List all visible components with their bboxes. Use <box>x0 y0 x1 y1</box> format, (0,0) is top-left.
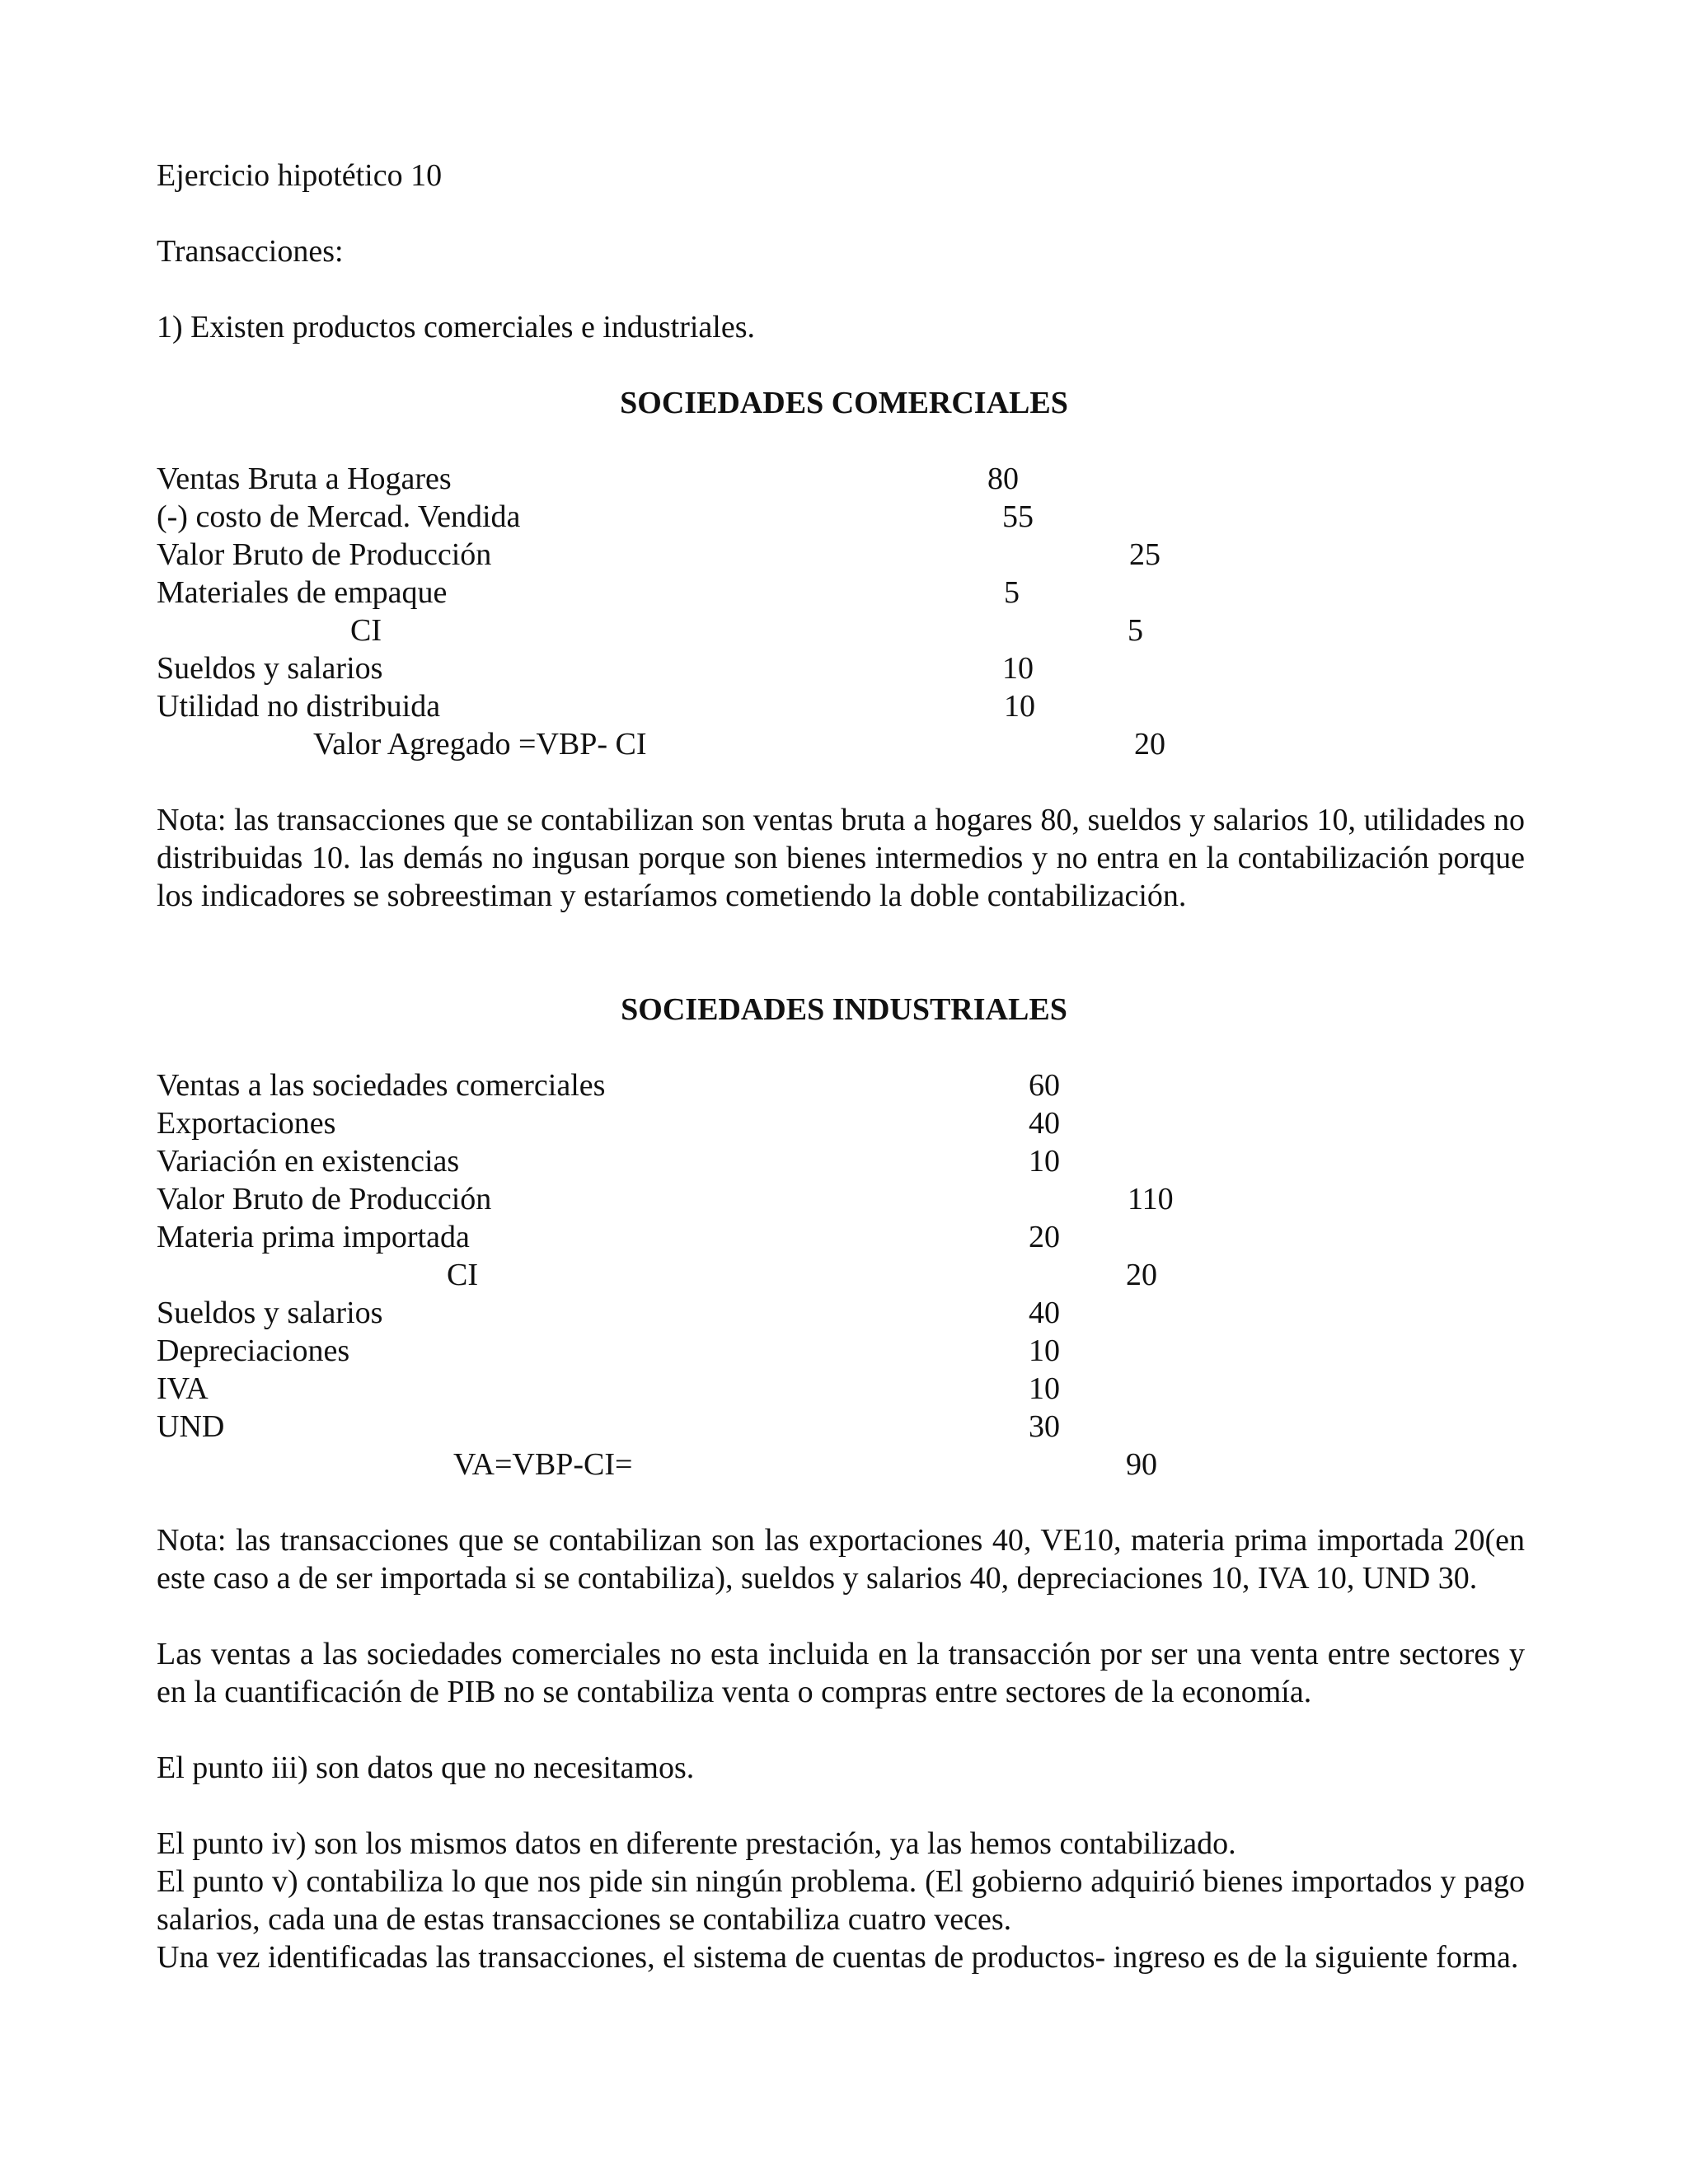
com-row-label: Valor Bruto de Producción <box>157 537 492 572</box>
punto-v-text: El punto v) contabiliza lo que nos pide sin ningún problema. (El gobierno adquirió bienes importados y pago salarios, cada una de estas transacciones se contabiliza cuatro veces. <box>157 1864 1525 1937</box>
ind-row-value-c1: 30 <box>1029 1409 1060 1444</box>
ind-row-label: Sueldos y salarios <box>157 1296 383 1330</box>
com-row-value-c2: 5 <box>1128 613 1143 648</box>
ind-row-label: Ventas a las sociedades comerciales <box>157 1068 606 1103</box>
ind-row-value-c2: 110 <box>1128 1182 1174 1216</box>
com-row-value-c2: 25 <box>1129 537 1160 572</box>
comerciales-note: Nota: las transacciones que se contabilizan son ventas bruta a hogares 80, sueldos y salarios 10, utilidades no distribuidas 10. las demás no ingusan porque son bienes intermedios y no entra en la contabilización porque los indicadores se sobreestiman y estaríamos cometiendo la doble contabilización. <box>157 803 1525 913</box>
ind-row-label: Valor Bruto de Producción <box>157 1182 492 1216</box>
ind-row-value-c1: 40 <box>1029 1296 1060 1330</box>
industriales-heading: SOCIEDADES INDUSTRIALES <box>621 992 1067 1027</box>
com-row-label: CI <box>350 613 382 648</box>
ind-row-label: UND <box>157 1409 225 1444</box>
ind-row-value-c2: 20 <box>1126 1258 1157 1292</box>
item-1-text: 1) Existen productos comerciales e industriales. <box>157 310 756 344</box>
ind-row-label: Depreciaciones <box>157 1333 350 1368</box>
ind-row-value-c1: 40 <box>1029 1106 1060 1141</box>
ind-row-value-c1: 10 <box>1029 1333 1060 1368</box>
ind-row-label: CI <box>447 1258 478 1292</box>
ind-row-value-c1: 60 <box>1029 1068 1060 1103</box>
com-row-label: Ventas Bruta a Hogares <box>157 462 452 496</box>
com-row-label: Valor Agregado =VBP- CI <box>313 727 647 762</box>
ind-row-value-c1: 10 <box>1029 1371 1060 1406</box>
ind-row-value-c1: 20 <box>1029 1220 1060 1254</box>
com-row-label: Materiales de empaque <box>157 575 448 610</box>
com-row-value-c1: 10 <box>1002 651 1034 686</box>
punto-iv-text: El punto iv) son los mismos datos en diferente prestación, ya las hemos contabilizado. <box>157 1826 1236 1861</box>
final-paragraph: Una vez identificadas las transacciones, el sistema de cuentas de productos- ingreso es de la siguiente forma. <box>157 1940 1519 1975</box>
ind-row-value-c1: 10 <box>1029 1144 1060 1179</box>
com-row-value-c1: 55 <box>1002 499 1034 534</box>
industriales-note: Nota: las transacciones que se contabilizan son las exportaciones 40, VE10, materia prima importada 20(en este caso a de ser importada si se contabiliza), sueldos y salarios 40, depreciaciones 10, IVA 10, UND 30. <box>157 1523 1525 1596</box>
industriales-note-2: Las ventas a las sociedades comerciales no esta incluida en la transacción por ser una venta entre sectores y en la cuantificación de PIB no se contabiliza venta o compras entre sectores de la economía. <box>157 1637 1525 1709</box>
comerciales-heading: SOCIEDADES COMERCIALES <box>620 386 1068 420</box>
punto-iii-text: El punto iii) son datos que no necesitamos. <box>157 1750 695 1785</box>
com-row-value-c1: 10 <box>1004 689 1035 724</box>
document-title: Ejercicio hipotético 10 <box>157 158 443 193</box>
ind-row-label: Exportaciones <box>157 1106 336 1141</box>
com-row-value-c1: 5 <box>1004 575 1020 610</box>
ind-row-label: VA=VBP-CI= <box>453 1447 633 1482</box>
ind-row-label: Materia prima importada <box>157 1220 470 1254</box>
ind-row-label: IVA <box>157 1371 209 1406</box>
ind-row-value-c2: 90 <box>1126 1447 1157 1482</box>
transacciones-label: Transacciones: <box>157 234 344 269</box>
com-row-value-c2: 20 <box>1134 727 1165 762</box>
com-row-label: (-) costo de Mercad. Vendida <box>157 499 521 534</box>
com-row-value-c1: 80 <box>987 462 1019 496</box>
com-row-label: Sueldos y salarios <box>157 651 383 686</box>
ind-row-label: Variación en existencias <box>157 1144 460 1179</box>
com-row-label: Utilidad no distribuida <box>157 689 441 724</box>
